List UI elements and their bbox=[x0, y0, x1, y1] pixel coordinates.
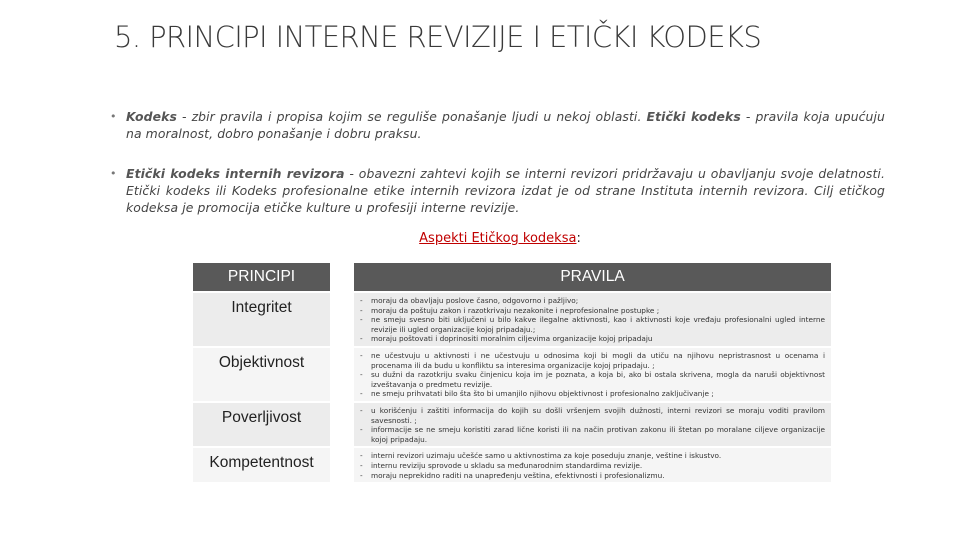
rule-item: - interni revizori uzimaju učešće samo u aktivnostima za koje poseduju znanje, veštine i iskustvo. bbox=[360, 451, 722, 461]
table-row bbox=[193, 293, 831, 346]
bullet-marker: • bbox=[110, 167, 117, 180]
bullet-internal-auditor-code bbox=[109, 165, 885, 216]
rule-item: - moraju poštovati i doprinositi moralnim ciljevima organizacije kojoj pripadaju bbox=[360, 334, 653, 344]
rule-item: - ne učestvuju u aktivnosti i ne učestvuju u odnosima koji bi mogli da utiču na njihovu nepristrasnost u ocenama i procenama ili da budu u konfliktu sa interesima organizacije kojoj pripadaju. ; bbox=[360, 350, 825, 370]
rule-item: - su dužni da razotkriju svaku činjenicu koja im je poznata, a koja bi, ako bi ostala skrivena, mogla da naruši objektivnost izveštavanja o predmetu revizije. bbox=[360, 370, 825, 389]
principle-cell: Objektivnost bbox=[193, 348, 330, 401]
principle-cell: Kompetentnost bbox=[193, 448, 330, 482]
rules-cell bbox=[354, 348, 831, 401]
rules-cell bbox=[354, 403, 831, 446]
bullet-list bbox=[109, 108, 885, 239]
rules-cell bbox=[354, 293, 831, 346]
definition-internal-auditor-code: - obavezni zahtevi kojih se interni revizori pridržavaju u obavljanju svoje delatnosti. Etički kodeks ili Kodeks profesionalne etike internih revizora izdat je od strane Instituta internih revizora. Cilj etičkog kodeksa je promocija etičke kulture u profesiji interne revizije. bbox=[126, 166, 885, 215]
definition-kodeks: - zbir pravila i propisa kojim se reguliše ponašanje ljudi u nekoj oblasti. bbox=[176, 109, 647, 124]
table-row bbox=[193, 403, 831, 446]
principle-cell: Poverljivost bbox=[193, 403, 330, 446]
section-heading bbox=[0, 231, 960, 246]
term-kodeks: Kodeks bbox=[126, 109, 177, 124]
rule-item: - informacije se ne smeju koristiti zarad lične koristi ili na način protivan zakonu ili štetan po moralane ciljeve organizacije kojoj pripadaju. bbox=[360, 425, 825, 444]
rule-item: - u korišćenju i zaštiti informacija do kojih su došli vršenjem svojih dužnosti, interni revizori se moraju voditi pravilom savesnosti. ; bbox=[360, 405, 825, 425]
section-heading-colon: : bbox=[576, 231, 581, 246]
rule-item: - moraju da poštuju zakon i razotkrivaju nezakonite i neprofesionalne postupke ; bbox=[360, 305, 660, 315]
bullet-marker: • bbox=[110, 110, 117, 123]
table-row bbox=[193, 448, 831, 482]
table-header-row bbox=[193, 263, 831, 291]
header-principi: PRINCIPI bbox=[193, 263, 330, 291]
rule-item: - moraju da obavljaju poslove časno, odgovorno i pažljivo; bbox=[360, 296, 579, 305]
table-row bbox=[193, 348, 831, 401]
principle-cell: Integritet bbox=[193, 293, 330, 346]
section-heading-label: Aspekti Etičkog kodeksa bbox=[419, 231, 577, 246]
term-eticki-kodeks-internih-revizora: Etički kodeks internih revizora bbox=[126, 166, 345, 181]
rule-item: - ne smeju prihvatati bilo šta što bi umanjilo njihovu objektivnost i profesionalno zaključivanje ; bbox=[360, 389, 714, 399]
rule-item: - ne smeju svesno biti uključeni u bilo kakve ilegalne aktivnosti, kao i aktivnosti koje vređaju profesionalni ugled interne revizije ili ugled organizacije kojoj pripadaju.; bbox=[360, 315, 825, 334]
ethics-aspects-table bbox=[193, 263, 831, 482]
header-pravila: PRAVILA bbox=[354, 263, 831, 291]
term-eticki-kodeks: Etički kodeks bbox=[646, 109, 741, 124]
bullet-kodeks-definition bbox=[109, 108, 885, 142]
definition-eticki-kodeks: - pravila koja upućuju na moralnost, dobro ponašanje i dobru praksu. bbox=[126, 109, 886, 141]
rules-cell bbox=[354, 448, 831, 482]
rule-item: - moraju neprekidno raditi na unapređenju veština, efektivnosti i profesionalizmu. bbox=[360, 470, 665, 480]
slide-title: 5. PRINCIPI INTERNE REVIZIJE I ETIČKI KODEKS bbox=[114, 20, 762, 54]
rule-item: - internu reviziju sprovode u skladu sa međunarodnim standardima revizije. bbox=[360, 460, 643, 470]
